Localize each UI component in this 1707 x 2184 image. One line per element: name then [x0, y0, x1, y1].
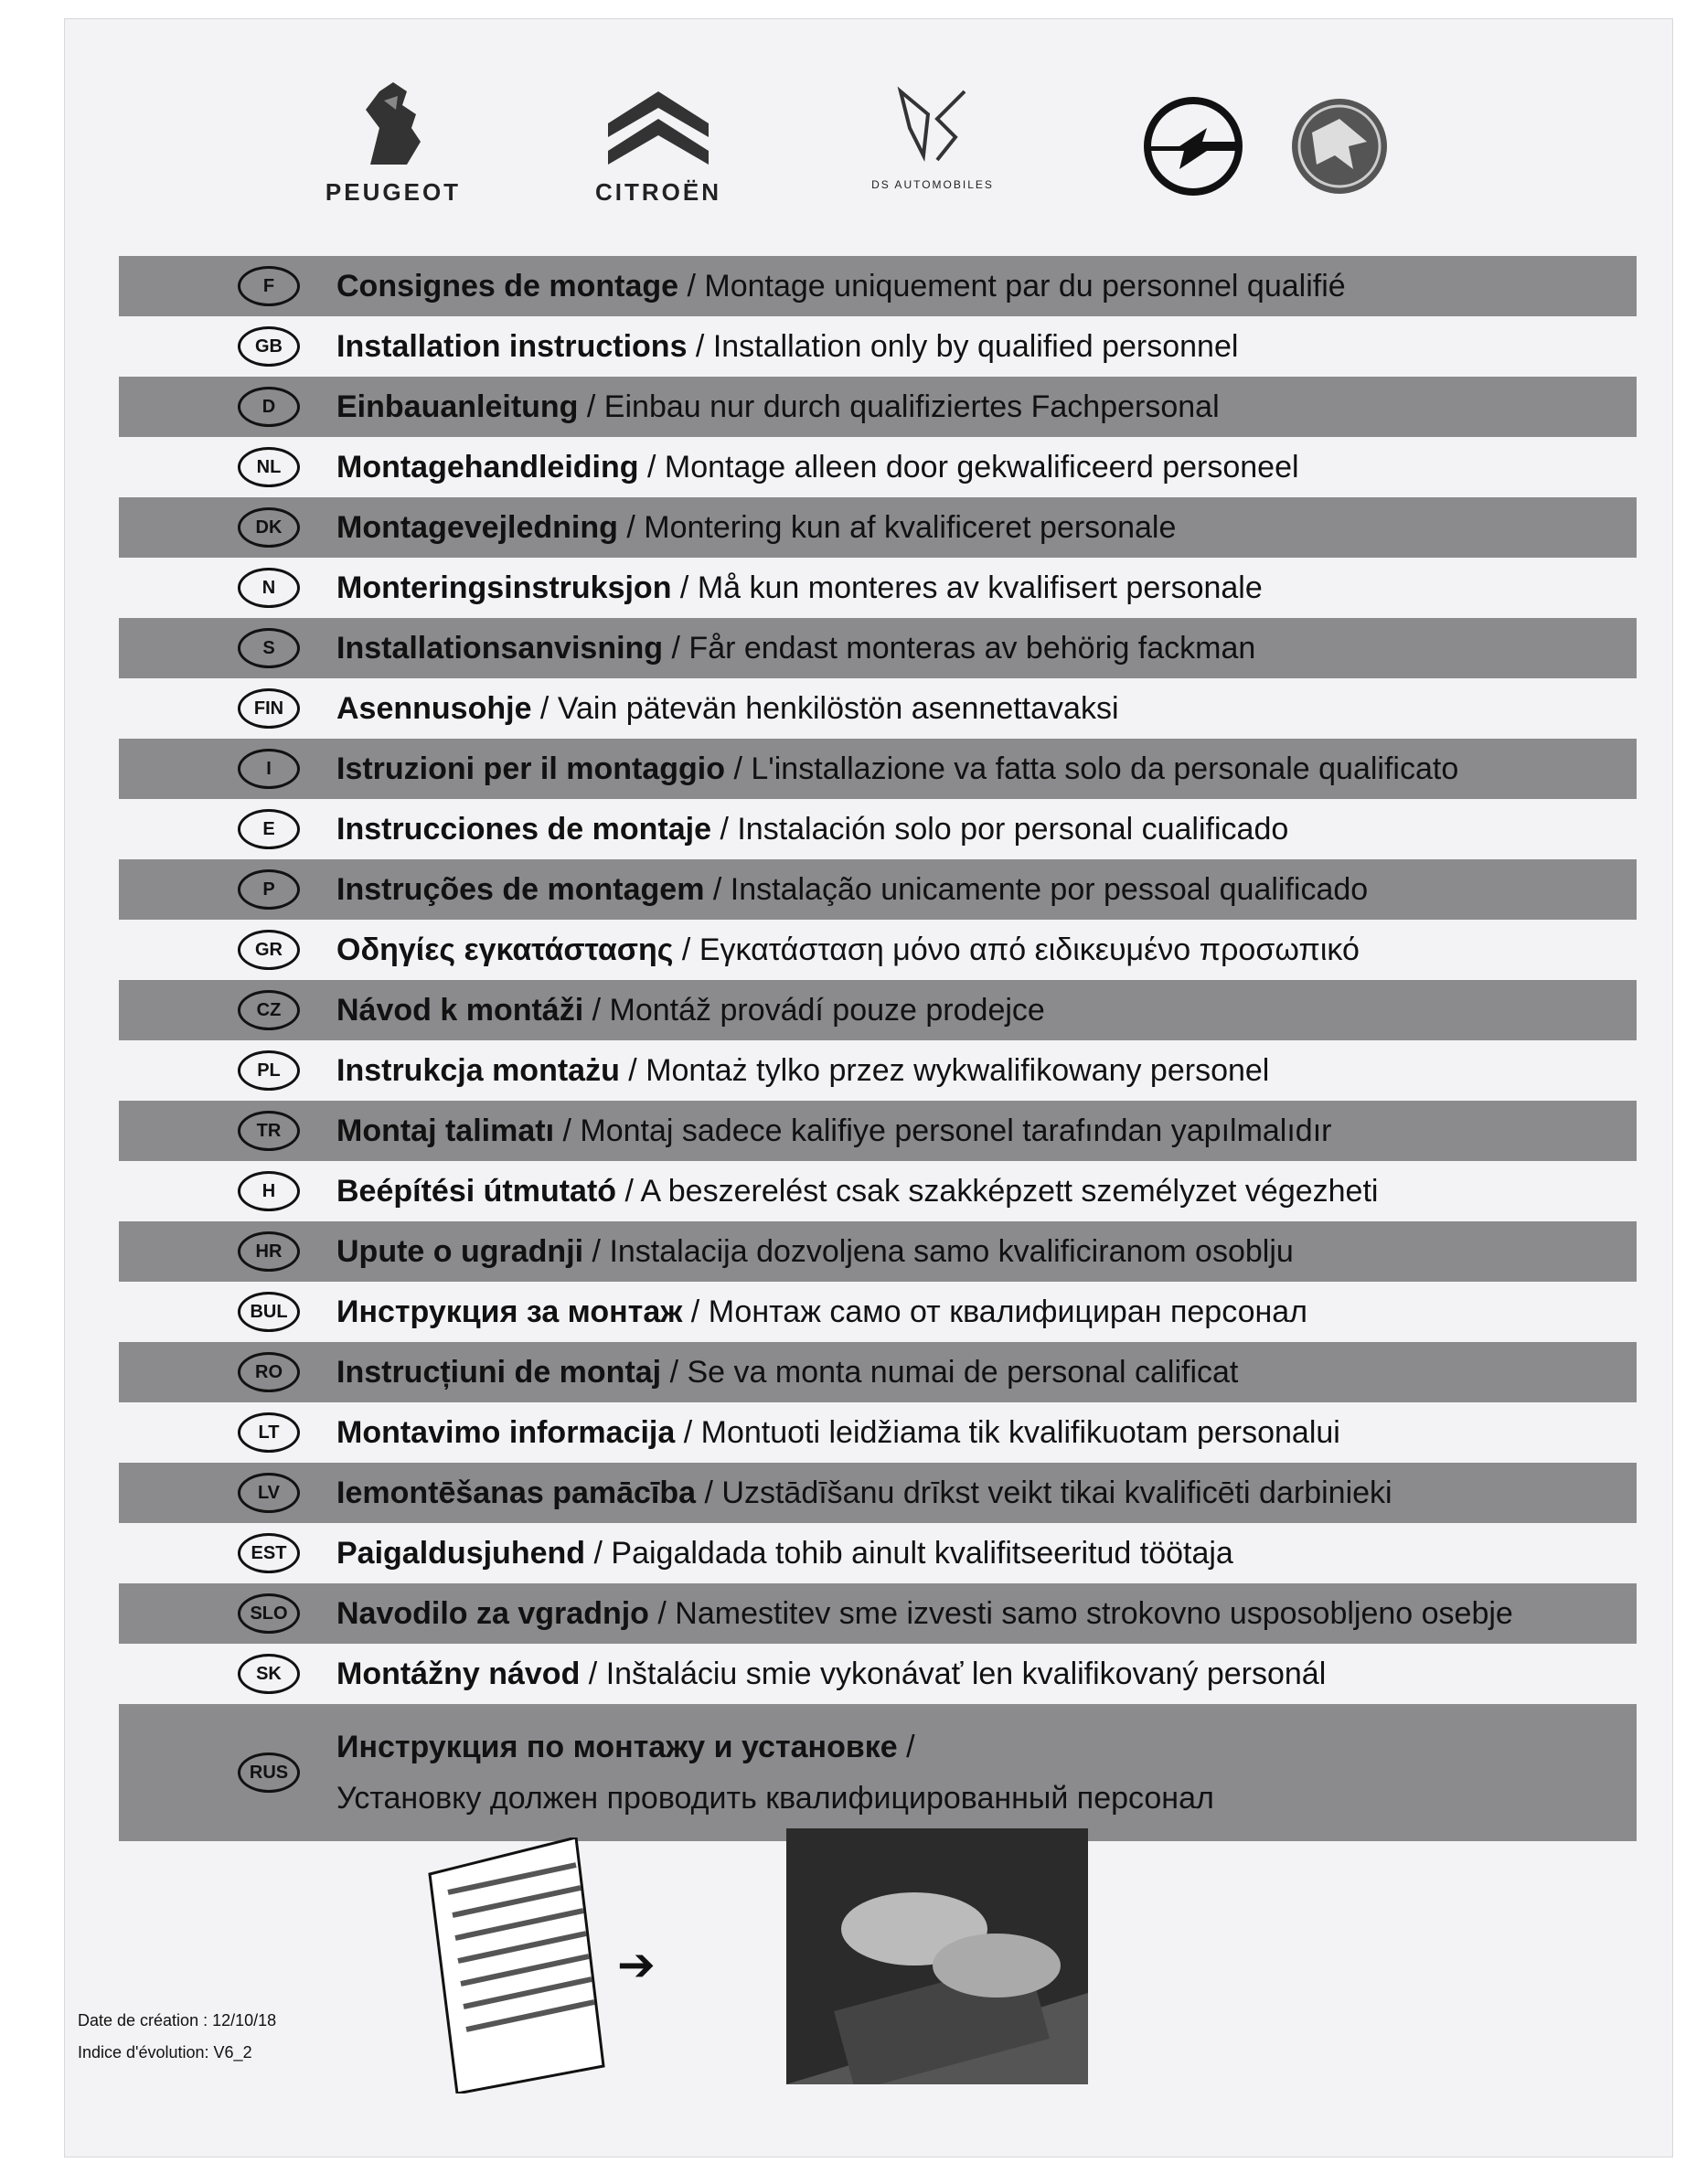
right-arrow-icon: ➔ — [617, 1939, 656, 1990]
keyboard-photo — [786, 1828, 1088, 2084]
instruction-row-h — [119, 1161, 1637, 1221]
instruction-row-f — [119, 256, 1637, 316]
instruction-row-e — [119, 799, 1637, 859]
language-badge: HR — [238, 1231, 300, 1272]
instruction-text: Monteringsinstruksjon / Må kun monteres av kvalifisert personale — [336, 570, 1263, 605]
ds-label: DS AUTOMOBILES — [871, 178, 994, 191]
vauxhall-logo-icon — [1285, 91, 1394, 201]
instruction-row-slo — [119, 1583, 1637, 1644]
instruction-row-tr — [119, 1101, 1637, 1161]
language-badge: RO — [238, 1352, 300, 1392]
language-badge: LT — [238, 1412, 300, 1453]
language-badge: TR — [238, 1111, 300, 1151]
instruction-text: Montaj talimatı / Montaj sadece kalifiye personel tarafından yapılmalıdır — [336, 1113, 1332, 1148]
instruction-text: Installation instructions / Installation only by qualified personnel — [336, 328, 1239, 364]
language-badge: I — [238, 749, 300, 789]
instruction-text: Installationsanvisning / Får endast monteras av behörig fackman — [336, 630, 1256, 666]
instruction-text: Consignes de montage / Montage uniquement par du personnel qualifié — [336, 268, 1346, 304]
language-badge: RUS — [238, 1753, 300, 1793]
instruction-row-n — [119, 558, 1637, 618]
language-badge: NL — [238, 447, 300, 487]
instruction-text: Instrukcja montażu / Montaż tylko przez wykwalifikowany personel — [336, 1052, 1270, 1088]
instruction-row-d — [119, 377, 1637, 437]
instruction-text: Οδηγίες εγκατάστασης / Εγκατάσταση μόνο από ειδικευμένο προσωπικό — [336, 932, 1360, 967]
evolution-index: Indice d'évolution: V6_2 — [78, 2043, 252, 2061]
language-badge: P — [238, 869, 300, 910]
language-badge: H — [238, 1171, 300, 1211]
instruction-text: Návod k montáži / Montáž provádí pouze prodejce — [336, 992, 1045, 1028]
instruction-row-s — [119, 618, 1637, 678]
instruction-row-est — [119, 1523, 1637, 1583]
typing-hands-image — [786, 1828, 1088, 2084]
instruction-text: Montavimo informacija / Montuoti leidžiama tik kvalifikuotam personalui — [336, 1414, 1340, 1450]
language-badge: SK — [238, 1654, 300, 1694]
instruction-text: Instruções de montagem / Instalação unicamente por pessoal qualificado — [336, 871, 1369, 907]
creation-date: Date de création : 12/10/18 — [78, 2011, 277, 2030]
instruction-row-hr — [119, 1221, 1637, 1282]
language-badge: LV — [238, 1473, 300, 1513]
instruction-row-i — [119, 739, 1637, 799]
language-badge: E — [238, 809, 300, 849]
opel-logo-icon — [1138, 91, 1248, 201]
instruction-text: Montážny návod / Inštaláciu smie vykonávať len kvalifikovaný personál — [336, 1656, 1327, 1691]
opel-logo — [1134, 91, 1253, 206]
instruction-text: Instrucciones de montaje / Instalación solo por personal cualificado — [336, 811, 1289, 847]
instruction-row-lv — [119, 1463, 1637, 1523]
instruction-text: Инструкция по монтажу и установке / Установку должен проводить квалифицированный персонал — [336, 1730, 1214, 1816]
instruction-text: Инструкция за монтаж / Монтаж само от квалифициран персонал — [336, 1294, 1308, 1329]
language-badge: N — [238, 568, 300, 608]
instruction-text: Iemontēšanas pamācība / Uzstādīšanu drīkst veikt tikai kvalificēti darbinieki — [336, 1475, 1392, 1510]
instruction-row-bul — [119, 1282, 1637, 1342]
instruction-row-fin — [119, 678, 1637, 739]
instruction-row-cz — [119, 980, 1637, 1040]
instruction-text: Instrucțiuni de montaj / Se va monta numai de personal calificat — [336, 1354, 1239, 1390]
instruction-text: Beépítési útmutató / A beszerelést csak szakképzett személyzet végezheti — [336, 1173, 1379, 1209]
footer — [64, 1828, 1673, 2157]
instruction-row-p — [119, 859, 1637, 920]
instruction-text: Einbauanleitung / Einbau nur durch qualifiziertes Fachpersonal — [336, 389, 1220, 424]
instruction-row-nl — [119, 437, 1637, 497]
language-badge: BUL — [238, 1292, 300, 1332]
instruction-row-lt — [119, 1402, 1637, 1463]
peugeot-logo — [293, 73, 494, 207]
instruction-row-gb — [119, 316, 1637, 377]
instruction-text: Istruzioni per il montaggio / L'installazione va fatta solo da personale qualificato — [336, 751, 1459, 786]
brand-logos — [64, 73, 1673, 256]
citroen-chevrons-icon — [590, 73, 727, 174]
instruction-row-pl — [119, 1040, 1637, 1101]
language-badge: S — [238, 628, 300, 668]
vauxhall-logo — [1280, 91, 1399, 206]
language-badge: F — [238, 266, 300, 306]
instruction-text: Navodilo za vgradnjo / Namestitev sme izvesti samo strokovno usposobljeno osebje — [336, 1595, 1513, 1631]
instruction-row-sk — [119, 1644, 1637, 1704]
instruction-row-ro — [119, 1342, 1637, 1402]
ds-logo-icon — [882, 73, 983, 174]
language-badge: DK — [238, 507, 300, 548]
instruction-text: Upute o ugradnji / Instalacija dozvoljena samo kvalificiranom osoblju — [336, 1233, 1294, 1269]
instruction-text: Paigaldusjuhend / Paigaldada tohib ainult kvalifitseeritud töötaja — [336, 1535, 1233, 1571]
citroen-label: CITROËN — [595, 178, 721, 206]
instruction-list — [119, 256, 1637, 1841]
instruction-text: Montagehandleiding / Montage alleen door gekwalificeerd personeel — [336, 449, 1299, 485]
language-badge: GR — [238, 930, 300, 970]
language-badge: SLO — [238, 1593, 300, 1634]
ds-logo — [832, 73, 1033, 191]
peugeot-label: PEUGEOT — [325, 178, 462, 206]
peugeot-lion-icon — [352, 73, 434, 174]
instruction-row-gr — [119, 920, 1637, 980]
language-badge: EST — [238, 1533, 300, 1573]
instruction-row-rus — [119, 1704, 1637, 1841]
document-illustration — [421, 1838, 613, 2093]
language-badge: GB — [238, 326, 300, 367]
language-badge: PL — [238, 1050, 300, 1091]
instruction-text: Asennusohje / Vain pätevän henkilöstön asennettavaksi — [336, 690, 1119, 726]
citroen-logo — [539, 73, 777, 207]
language-badge: CZ — [238, 990, 300, 1030]
instruction-text: Montagevejledning / Montering kun af kvalificeret personale — [336, 509, 1177, 545]
instruction-sheet — [64, 18, 1673, 2157]
language-badge: D — [238, 387, 300, 427]
instruction-row-dk — [119, 497, 1637, 558]
language-badge: FIN — [238, 688, 300, 729]
